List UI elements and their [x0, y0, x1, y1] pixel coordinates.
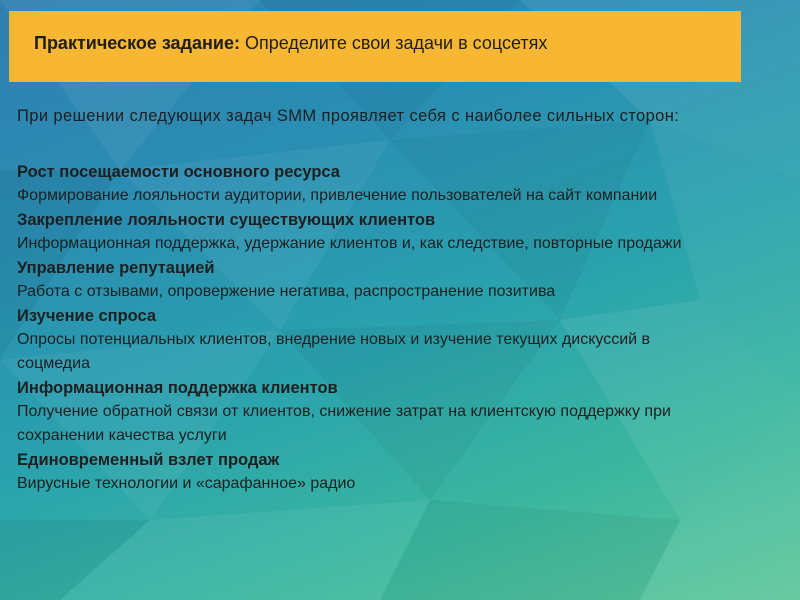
title-banner	[9, 11, 741, 82]
task-item	[17, 376, 707, 448]
task-item	[17, 304, 707, 376]
task-heading: Управление репутацией	[17, 259, 215, 277]
task-heading: Единовременный взлет продаж	[17, 451, 280, 469]
task-item	[17, 160, 707, 208]
content-body	[17, 104, 707, 496]
task-item	[17, 448, 707, 496]
task-description: Получение обратной связи от клиентов, снижение затрат на клиентскую поддержку при сохранении качества услуги	[17, 403, 671, 444]
task-item	[17, 208, 707, 256]
banner-label-text: Определите свои задачи в соцсетях	[239, 33, 548, 53]
task-heading: Информационная поддержка клиентов	[17, 379, 338, 397]
task-heading: Изучение спроса	[17, 307, 157, 325]
task-heading: Рост посещаемости основного ресурса	[17, 163, 340, 181]
intro-text: При решении следующих задач SMM проявляет себя с наиболее сильных сторон:	[17, 107, 680, 125]
task-item	[17, 256, 707, 304]
task-description: Формирование лояльности аудитории, привлечение пользователей на сайт компании	[17, 187, 658, 204]
task-description: Вирусные технологии и «сарафанное» радио	[17, 475, 356, 492]
task-description: Работа с отзывами, опровержение негатива, распространение позитива	[17, 283, 556, 300]
task-description: Информационная поддержка, удержание клиентов и, как следствие, повторные продажи	[17, 235, 682, 252]
task-description: Опросы потенциальных клиентов, внедрение новых и изучение текущих дискуссий в соцмедиа	[17, 331, 651, 372]
banner-label-bold: Практическое задание:	[34, 33, 240, 53]
task-heading: Закрепление лояльности существующих клиентов	[17, 211, 436, 229]
